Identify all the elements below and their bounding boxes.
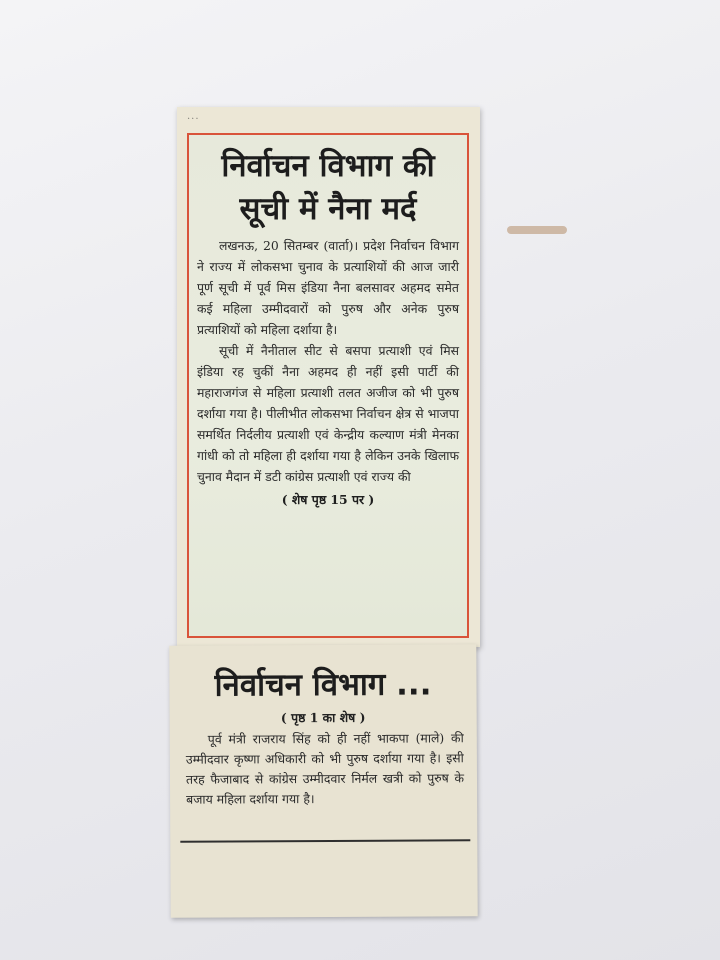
- continued-note: ( शेष पृष्ठ 15 पर ): [281, 492, 375, 507]
- article-headline: निर्वाचन विभाग की सूची में नैना मर्द: [221, 148, 435, 227]
- article-frame: [187, 133, 469, 638]
- article-paragraph: सूची में नैनीताल सीट से बसपा प्रत्याशी एवं मिस इंडिया रह चुकीं नैना अहमद ही नहीं इसी पार्टी की महाराजगंज से महिला प्रत्याशी तलत अजीज को भी पुरुष दर्शाया गया है। पीलीभीत लोकसभा निर्वाचन क्षेत्र से भाजपा समर्थित निर्दलीय प्रत्याशी एवं केन्द्रीय कल्याण मंत्री मेनका गांधी को तो महिला ही दर्शाया गया है लेकिन उनके खिलाफ चुनाव मैदान में डटी कांग्रेस प्रत्याशी एवं राज्य की: [197, 343, 459, 484]
- torn-top-scrap: ...: [187, 111, 200, 122]
- newspaper-clipping-continued: [169, 644, 477, 918]
- newspaper-clipping-main: [177, 107, 480, 647]
- article-paragraph: लखनऊ, 20 सितम्बर (वार्ता)। प्रदेश निर्वाचन विभाग ने राज्य में लोकसभा चुनाव के प्रत्याशियों की आज जारी पूर्ण सूची में पूर्व मिस इंडिया नैना बलसावर अहमद समेत कई महिला उम्मीदवारों को पुरुष और अनेक पुरुष प्रत्याशियों को महिला दर्शाया है।: [197, 238, 459, 337]
- article-body: [197, 235, 459, 510]
- continued-body: [186, 728, 464, 809]
- divider-rule: [180, 839, 470, 843]
- paper-stain: [507, 226, 567, 234]
- continued-subheading: ( पृष्ठ 1 का शेष ): [280, 709, 366, 726]
- continued-paragraph: पूर्व मंत्री राजराय सिंह को ही नहीं भाकपा (माले) की उम्मीदवार कृष्णा अधिकारी को भी पुरुष दर्शाया गया है। इसी तरह फैजाबाद से कांग्रेस उम्मीदवार निर्मल खत्री को पुरुष के बजाय महिला दर्शाया गया है।: [185, 730, 465, 807]
- continued-headline: निर्वाचन विभाग ...: [214, 666, 432, 704]
